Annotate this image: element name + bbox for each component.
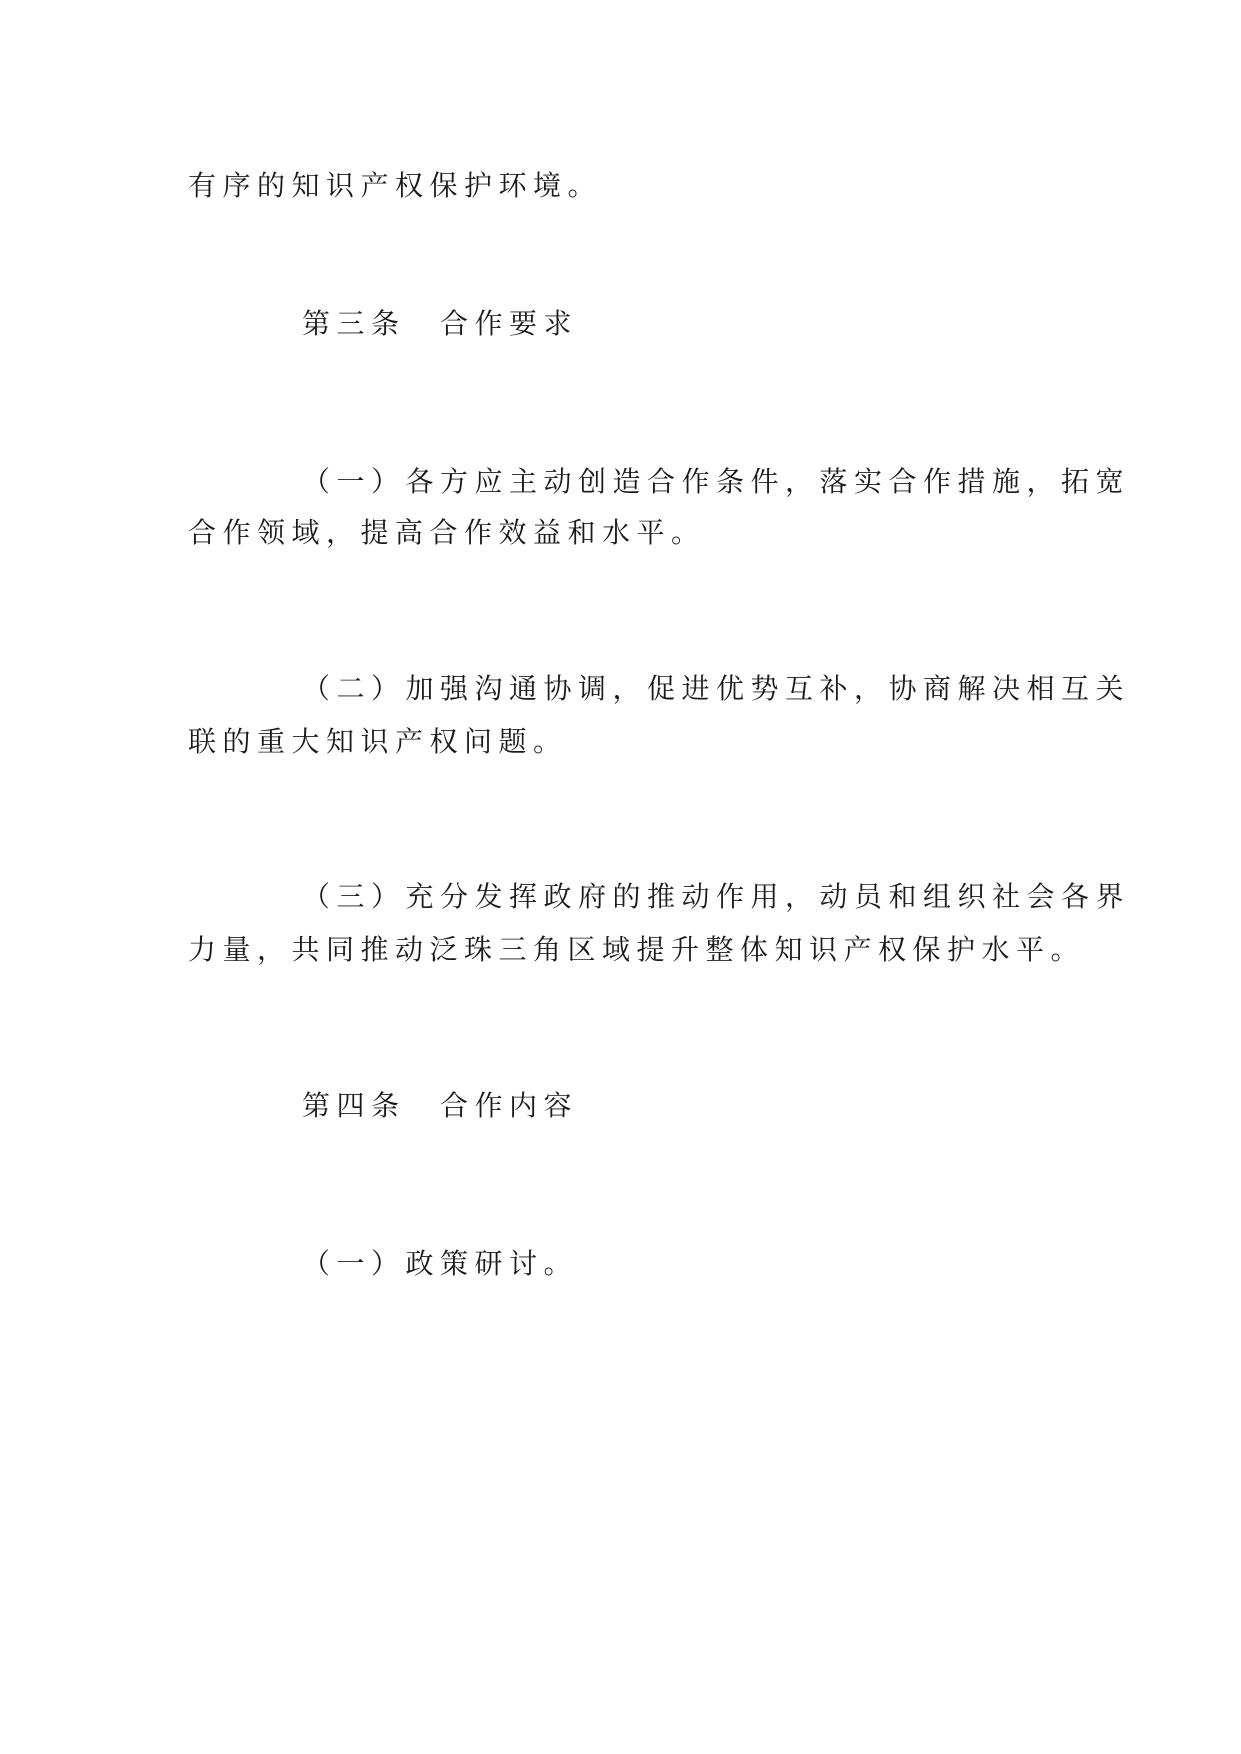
list-item-first-line: （二）加强沟通协调，促进优势互补，协商解决相互关 [302,672,1131,705]
list-item-first-line: （一）政策研讨。 [302,1247,579,1280]
list-item-second-line: 联的重大知识产权问题。 [188,725,568,758]
article-heading: 第三条 合作要求 [302,307,579,340]
paragraph-continuation: 有序的知识产权保护环境。 [188,169,603,202]
list-item-second-line: 合作领域，提高合作效益和水平。 [188,516,706,549]
list-item-first-line: （三）充分发挥政府的推动作用，动员和组织社会各界 [302,880,1131,913]
list-item-first-line: （一）各方应主动创造合作条件，落实合作措施，拓宽 [302,465,1131,498]
list-item-second-line: 力量，共同推动泛珠三角区域提升整体知识产权保护水平。 [188,933,1086,966]
article-heading: 第四条 合作内容 [302,1089,579,1122]
